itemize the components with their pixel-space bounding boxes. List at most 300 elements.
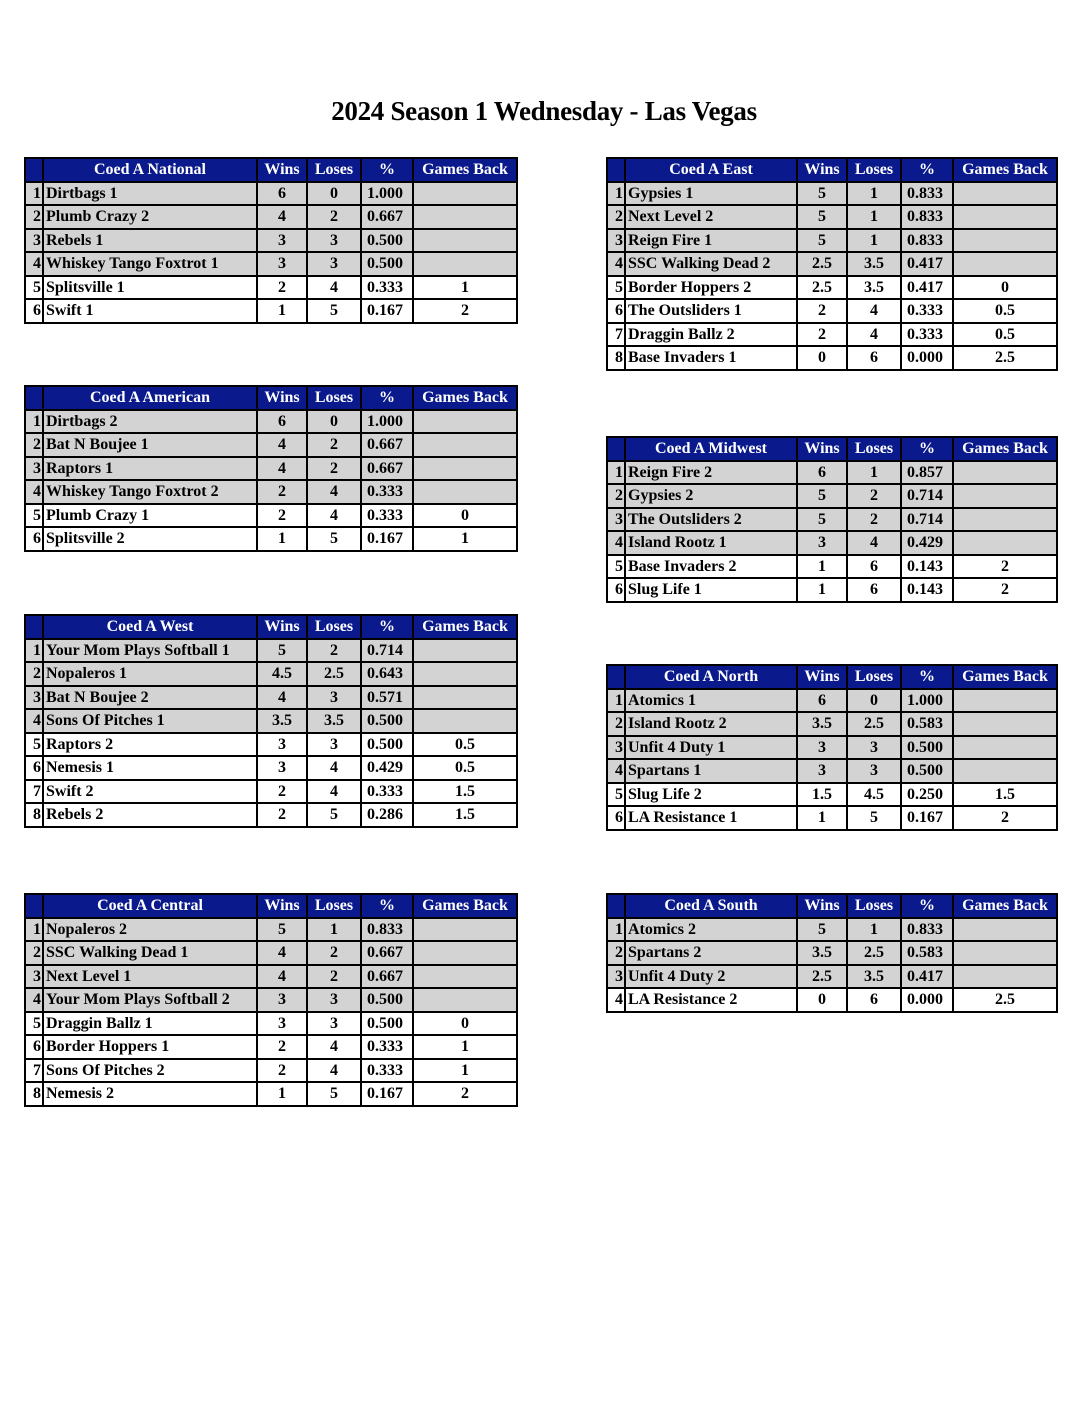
table-row bbox=[25, 733, 517, 757]
rank-cell: 4 bbox=[25, 709, 43, 733]
games-back-header: Games Back bbox=[413, 158, 517, 182]
loses-value: 1 bbox=[847, 461, 901, 485]
team-name: SSC Walking Dead 1 bbox=[43, 941, 257, 965]
wins-value: 2 bbox=[257, 504, 307, 528]
team-name: Dirtbags 1 bbox=[43, 182, 257, 206]
wins-value: 3 bbox=[257, 229, 307, 253]
team-name: Base Invaders 2 bbox=[625, 555, 797, 579]
loses-value: 5 bbox=[307, 299, 361, 323]
loses-value: 6 bbox=[847, 988, 901, 1012]
games-back-value bbox=[953, 531, 1057, 555]
team-name: LA Resistance 2 bbox=[625, 988, 797, 1012]
team-name: Spartans 2 bbox=[625, 941, 797, 965]
table-row bbox=[607, 346, 1057, 370]
team-name: Bat N Boujee 1 bbox=[43, 433, 257, 457]
loses-value: 4 bbox=[307, 1035, 361, 1059]
loses-value: 4 bbox=[847, 531, 901, 555]
pct-value: 1.000 bbox=[361, 182, 413, 206]
table-row bbox=[607, 578, 1057, 602]
pct-value: 0.667 bbox=[361, 457, 413, 481]
rank-cell: 2 bbox=[607, 941, 625, 965]
standings-table-coed-a-north bbox=[606, 664, 1058, 831]
pct-value: 0.286 bbox=[361, 803, 413, 827]
wins-value: 4 bbox=[257, 205, 307, 229]
pct-value: 0.500 bbox=[901, 759, 953, 783]
games-back-header: Games Back bbox=[953, 665, 1057, 689]
table-row bbox=[25, 433, 517, 457]
pct-value: 0.833 bbox=[901, 205, 953, 229]
loses-value: 2 bbox=[307, 457, 361, 481]
wins-value: 1 bbox=[797, 806, 847, 830]
pct-value: 0.333 bbox=[901, 323, 953, 347]
wins-value: 4.5 bbox=[257, 662, 307, 686]
rank-cell: 1 bbox=[25, 182, 43, 206]
table-row bbox=[25, 182, 517, 206]
loses-value: 3 bbox=[307, 733, 361, 757]
games-back-value bbox=[413, 457, 517, 481]
pct-value: 0.417 bbox=[901, 276, 953, 300]
rank-cell: 2 bbox=[25, 662, 43, 686]
loses-value: 5 bbox=[307, 1082, 361, 1106]
rank-cell: 3 bbox=[607, 736, 625, 760]
rank-header bbox=[25, 615, 43, 639]
rank-cell: 3 bbox=[607, 229, 625, 253]
games-back-value bbox=[413, 410, 517, 434]
table-header-row bbox=[607, 894, 1057, 918]
rank-cell: 2 bbox=[607, 484, 625, 508]
games-back-value: 2 bbox=[953, 555, 1057, 579]
rank-cell: 1 bbox=[25, 918, 43, 942]
rank-cell: 6 bbox=[607, 299, 625, 323]
pct-value: 0.429 bbox=[361, 756, 413, 780]
pct-value: 0.583 bbox=[901, 941, 953, 965]
wins-value: 5 bbox=[797, 229, 847, 253]
table-header-row bbox=[25, 386, 517, 410]
table-row bbox=[607, 988, 1057, 1012]
table-row bbox=[25, 756, 517, 780]
wins-value: 4 bbox=[257, 686, 307, 710]
team-name: Nopaleros 1 bbox=[43, 662, 257, 686]
division-name: Coed A American bbox=[43, 386, 257, 410]
pct-header: % bbox=[901, 665, 953, 689]
team-name: Next Level 1 bbox=[43, 965, 257, 989]
wins-value: 1 bbox=[797, 578, 847, 602]
games-back-value: 2 bbox=[413, 1082, 517, 1106]
loses-value: 4 bbox=[307, 756, 361, 780]
pct-value: 0.167 bbox=[361, 1082, 413, 1106]
team-name: Border Hoppers 1 bbox=[43, 1035, 257, 1059]
table-header-row bbox=[607, 665, 1057, 689]
pct-value: 1.000 bbox=[901, 689, 953, 713]
pct-header: % bbox=[361, 615, 413, 639]
wins-header: Wins bbox=[797, 665, 847, 689]
table-header-row bbox=[25, 158, 517, 182]
games-back-value: 1.5 bbox=[413, 803, 517, 827]
rank-cell: 3 bbox=[25, 965, 43, 989]
pct-value: 0.714 bbox=[901, 484, 953, 508]
games-back-value bbox=[953, 205, 1057, 229]
wins-value: 6 bbox=[797, 461, 847, 485]
table-row bbox=[25, 686, 517, 710]
rank-cell: 5 bbox=[607, 276, 625, 300]
division-name: Coed A West bbox=[43, 615, 257, 639]
table-row bbox=[607, 806, 1057, 830]
table-row bbox=[607, 941, 1057, 965]
rank-cell: 8 bbox=[25, 803, 43, 827]
loses-value: 2 bbox=[307, 433, 361, 457]
games-back-value: 2 bbox=[413, 299, 517, 323]
loses-value: 4 bbox=[307, 780, 361, 804]
wins-value: 5 bbox=[797, 182, 847, 206]
table-row bbox=[25, 1082, 517, 1106]
table-row bbox=[25, 276, 517, 300]
table-row bbox=[607, 182, 1057, 206]
page-title: 2024 Season 1 Wednesday - Las Vegas bbox=[331, 96, 757, 126]
team-name: Draggin Ballz 2 bbox=[625, 323, 797, 347]
wins-value: 3 bbox=[257, 756, 307, 780]
rank-cell: 3 bbox=[607, 508, 625, 532]
games-back-value: 0 bbox=[953, 276, 1057, 300]
loses-value: 0 bbox=[847, 689, 901, 713]
pct-value: 0.429 bbox=[901, 531, 953, 555]
games-back-value: 2.5 bbox=[953, 988, 1057, 1012]
games-back-value bbox=[413, 988, 517, 1012]
wins-value: 1 bbox=[257, 299, 307, 323]
pct-value: 0.333 bbox=[361, 1059, 413, 1083]
rank-cell: 7 bbox=[25, 1059, 43, 1083]
loses-value: 3.5 bbox=[307, 709, 361, 733]
team-name: Sons Of Pitches 1 bbox=[43, 709, 257, 733]
loses-value: 3 bbox=[847, 736, 901, 760]
loses-value: 6 bbox=[847, 346, 901, 370]
team-name: Border Hoppers 2 bbox=[625, 276, 797, 300]
games-back-value bbox=[413, 941, 517, 965]
wins-value: 3 bbox=[797, 531, 847, 555]
pct-value: 0.333 bbox=[361, 480, 413, 504]
table-row bbox=[607, 323, 1057, 347]
wins-value: 2 bbox=[257, 276, 307, 300]
pct-value: 0.500 bbox=[361, 709, 413, 733]
rank-cell: 1 bbox=[25, 639, 43, 663]
team-name: Plumb Crazy 1 bbox=[43, 504, 257, 528]
pct-value: 1.000 bbox=[361, 410, 413, 434]
games-back-value: 1.5 bbox=[953, 783, 1057, 807]
rank-cell: 6 bbox=[25, 756, 43, 780]
team-name: Reign Fire 2 bbox=[625, 461, 797, 485]
team-name: Gypsies 2 bbox=[625, 484, 797, 508]
rank-cell: 1 bbox=[25, 410, 43, 434]
team-name: The Outsliders 2 bbox=[625, 508, 797, 532]
wins-value: 3.5 bbox=[257, 709, 307, 733]
rank-cell: 6 bbox=[25, 299, 43, 323]
loses-value: 4 bbox=[847, 299, 901, 323]
pct-value: 0.333 bbox=[901, 299, 953, 323]
games-back-value bbox=[413, 918, 517, 942]
rank-header bbox=[607, 437, 625, 461]
pct-value: 0.833 bbox=[901, 182, 953, 206]
wins-value: 0 bbox=[797, 346, 847, 370]
rank-cell: 1 bbox=[607, 918, 625, 942]
games-back-value bbox=[953, 918, 1057, 942]
wins-value: 2 bbox=[257, 480, 307, 504]
games-back-value bbox=[413, 205, 517, 229]
pct-value: 0.833 bbox=[901, 229, 953, 253]
pct-value: 0.000 bbox=[901, 346, 953, 370]
wins-value: 2 bbox=[797, 299, 847, 323]
pct-value: 0.333 bbox=[361, 780, 413, 804]
loses-value: 2 bbox=[847, 508, 901, 532]
loses-value: 6 bbox=[847, 555, 901, 579]
loses-header: Loses bbox=[847, 437, 901, 461]
table-row bbox=[25, 229, 517, 253]
loses-value: 4 bbox=[307, 480, 361, 504]
wins-value: 2 bbox=[257, 1035, 307, 1059]
team-name: Your Mom Plays Softball 1 bbox=[43, 639, 257, 663]
pct-value: 0.333 bbox=[361, 1035, 413, 1059]
pct-value: 0.333 bbox=[361, 504, 413, 528]
rank-cell: 4 bbox=[25, 480, 43, 504]
team-name: Splitsville 2 bbox=[43, 527, 257, 551]
division-name: Coed A East bbox=[625, 158, 797, 182]
rank-header bbox=[25, 386, 43, 410]
games-back-value: 0 bbox=[413, 504, 517, 528]
loses-header: Loses bbox=[847, 665, 901, 689]
table-row bbox=[25, 205, 517, 229]
table-row bbox=[25, 480, 517, 504]
standings-table-coed-a-american bbox=[24, 385, 518, 552]
rank-cell: 5 bbox=[25, 504, 43, 528]
loses-value: 0 bbox=[307, 410, 361, 434]
games-back-header: Games Back bbox=[953, 894, 1057, 918]
team-name: Whiskey Tango Foxtrot 2 bbox=[43, 480, 257, 504]
games-back-header: Games Back bbox=[413, 386, 517, 410]
games-back-value bbox=[953, 484, 1057, 508]
pct-value: 0.000 bbox=[901, 988, 953, 1012]
table-row bbox=[25, 965, 517, 989]
standings-table-coed-a-midwest bbox=[606, 436, 1058, 603]
pct-value: 0.667 bbox=[361, 965, 413, 989]
loses-value: 3 bbox=[847, 759, 901, 783]
pct-value: 0.500 bbox=[901, 736, 953, 760]
pct-value: 0.143 bbox=[901, 578, 953, 602]
team-name: Swift 1 bbox=[43, 299, 257, 323]
wins-value: 6 bbox=[257, 410, 307, 434]
wins-value: 2 bbox=[257, 1059, 307, 1083]
games-back-value bbox=[953, 252, 1057, 276]
pct-value: 0.500 bbox=[361, 252, 413, 276]
games-back-value bbox=[413, 252, 517, 276]
loses-header: Loses bbox=[847, 894, 901, 918]
table-row bbox=[25, 457, 517, 481]
pct-value: 0.714 bbox=[901, 508, 953, 532]
games-back-value bbox=[953, 689, 1057, 713]
wins-header: Wins bbox=[797, 894, 847, 918]
loses-value: 2 bbox=[307, 639, 361, 663]
rank-cell: 2 bbox=[25, 205, 43, 229]
games-back-value: 1 bbox=[413, 276, 517, 300]
loses-value: 4 bbox=[847, 323, 901, 347]
rank-cell: 7 bbox=[607, 323, 625, 347]
table-row bbox=[607, 299, 1057, 323]
loses-value: 2 bbox=[847, 484, 901, 508]
team-name: Plumb Crazy 2 bbox=[43, 205, 257, 229]
table-row bbox=[25, 988, 517, 1012]
pct-value: 0.643 bbox=[361, 662, 413, 686]
team-name: Next Level 2 bbox=[625, 205, 797, 229]
table-row bbox=[607, 712, 1057, 736]
wins-value: 5 bbox=[797, 508, 847, 532]
division-name: Coed A South bbox=[625, 894, 797, 918]
pct-value: 0.500 bbox=[361, 1012, 413, 1036]
games-back-header: Games Back bbox=[953, 158, 1057, 182]
table-row bbox=[25, 504, 517, 528]
rank-cell: 1 bbox=[607, 461, 625, 485]
games-back-value: 1 bbox=[413, 1059, 517, 1083]
pct-value: 0.833 bbox=[901, 918, 953, 942]
table-header-row bbox=[25, 894, 517, 918]
pct-value: 0.167 bbox=[361, 299, 413, 323]
wins-value: 2.5 bbox=[797, 276, 847, 300]
team-name: Atomics 2 bbox=[625, 918, 797, 942]
pct-header: % bbox=[361, 386, 413, 410]
team-name: Spartans 1 bbox=[625, 759, 797, 783]
games-back-value bbox=[953, 508, 1057, 532]
games-back-value bbox=[953, 941, 1057, 965]
table-row bbox=[25, 639, 517, 663]
team-name: Unfit 4 Duty 2 bbox=[625, 965, 797, 989]
loses-value: 4 bbox=[307, 276, 361, 300]
pct-header: % bbox=[901, 158, 953, 182]
loses-value: 3 bbox=[307, 686, 361, 710]
games-back-value bbox=[953, 736, 1057, 760]
rank-cell: 1 bbox=[607, 182, 625, 206]
rank-cell: 5 bbox=[25, 276, 43, 300]
team-name: SSC Walking Dead 2 bbox=[625, 252, 797, 276]
games-back-value bbox=[413, 709, 517, 733]
loses-value: 4 bbox=[307, 504, 361, 528]
loses-value: 5 bbox=[307, 527, 361, 551]
games-back-value bbox=[953, 712, 1057, 736]
table-row bbox=[25, 709, 517, 733]
table-row bbox=[607, 252, 1057, 276]
table-row bbox=[25, 1035, 517, 1059]
rank-cell: 5 bbox=[607, 555, 625, 579]
table-row bbox=[25, 252, 517, 276]
pct-value: 0.571 bbox=[361, 686, 413, 710]
games-back-value bbox=[413, 639, 517, 663]
wins-value: 3 bbox=[257, 988, 307, 1012]
table-row bbox=[607, 759, 1057, 783]
loses-value: 2 bbox=[307, 941, 361, 965]
wins-value: 2 bbox=[797, 323, 847, 347]
table-row bbox=[607, 484, 1057, 508]
team-name: LA Resistance 1 bbox=[625, 806, 797, 830]
games-back-header: Games Back bbox=[413, 894, 517, 918]
team-name: Nemesis 2 bbox=[43, 1082, 257, 1106]
team-name: Sons Of Pitches 2 bbox=[43, 1059, 257, 1083]
wins-value: 3 bbox=[797, 759, 847, 783]
table-row bbox=[25, 803, 517, 827]
wins-value: 3 bbox=[797, 736, 847, 760]
pct-header: % bbox=[901, 894, 953, 918]
table-row bbox=[25, 662, 517, 686]
team-name: Dirtbags 2 bbox=[43, 410, 257, 434]
team-name: Draggin Ballz 1 bbox=[43, 1012, 257, 1036]
rank-cell: 4 bbox=[607, 252, 625, 276]
games-back-value: 2.5 bbox=[953, 346, 1057, 370]
wins-value: 6 bbox=[257, 182, 307, 206]
division-name: Coed A National bbox=[43, 158, 257, 182]
team-name: Base Invaders 1 bbox=[625, 346, 797, 370]
loses-value: 1 bbox=[847, 229, 901, 253]
team-name: Raptors 1 bbox=[43, 457, 257, 481]
team-name: Rebels 2 bbox=[43, 803, 257, 827]
games-back-header: Games Back bbox=[413, 615, 517, 639]
pct-value: 0.167 bbox=[901, 806, 953, 830]
pct-value: 0.667 bbox=[361, 205, 413, 229]
pct-value: 0.833 bbox=[361, 918, 413, 942]
rank-header bbox=[607, 665, 625, 689]
wins-value: 5 bbox=[257, 918, 307, 942]
loses-value: 3 bbox=[307, 988, 361, 1012]
table-row bbox=[607, 461, 1057, 485]
wins-value: 2 bbox=[257, 803, 307, 827]
loses-value: 1 bbox=[847, 205, 901, 229]
pct-value: 0.333 bbox=[361, 276, 413, 300]
rank-cell: 3 bbox=[25, 686, 43, 710]
wins-value: 3.5 bbox=[797, 941, 847, 965]
wins-value: 4 bbox=[257, 433, 307, 457]
wins-header: Wins bbox=[797, 158, 847, 182]
games-back-value bbox=[413, 229, 517, 253]
rank-header bbox=[607, 158, 625, 182]
loses-value: 3 bbox=[307, 229, 361, 253]
loses-header: Loses bbox=[307, 615, 361, 639]
games-back-header: Games Back bbox=[953, 437, 1057, 461]
wins-value: 6 bbox=[797, 689, 847, 713]
table-row bbox=[25, 527, 517, 551]
pct-header: % bbox=[901, 437, 953, 461]
loses-value: 4 bbox=[307, 1059, 361, 1083]
rank-cell: 2 bbox=[607, 712, 625, 736]
table-row bbox=[607, 276, 1057, 300]
rank-header bbox=[25, 894, 43, 918]
wins-value: 1 bbox=[257, 1082, 307, 1106]
rank-cell: 5 bbox=[607, 783, 625, 807]
rank-cell: 2 bbox=[25, 433, 43, 457]
wins-header: Wins bbox=[257, 386, 307, 410]
rank-cell: 1 bbox=[607, 689, 625, 713]
pct-header: % bbox=[361, 158, 413, 182]
rank-cell: 4 bbox=[607, 759, 625, 783]
table-row bbox=[25, 410, 517, 434]
team-name: Splitsville 1 bbox=[43, 276, 257, 300]
rank-cell: 3 bbox=[607, 965, 625, 989]
rank-cell: 3 bbox=[25, 229, 43, 253]
loses-value: 1 bbox=[847, 918, 901, 942]
rank-cell: 7 bbox=[25, 780, 43, 804]
pct-value: 0.714 bbox=[361, 639, 413, 663]
games-back-value bbox=[413, 182, 517, 206]
team-name: Island Rootz 1 bbox=[625, 531, 797, 555]
loses-value: 2 bbox=[307, 205, 361, 229]
team-name: Slug Life 1 bbox=[625, 578, 797, 602]
team-name: Whiskey Tango Foxtrot 1 bbox=[43, 252, 257, 276]
loses-header: Loses bbox=[307, 386, 361, 410]
rank-cell: 6 bbox=[607, 578, 625, 602]
pct-value: 0.417 bbox=[901, 965, 953, 989]
table-row bbox=[25, 299, 517, 323]
